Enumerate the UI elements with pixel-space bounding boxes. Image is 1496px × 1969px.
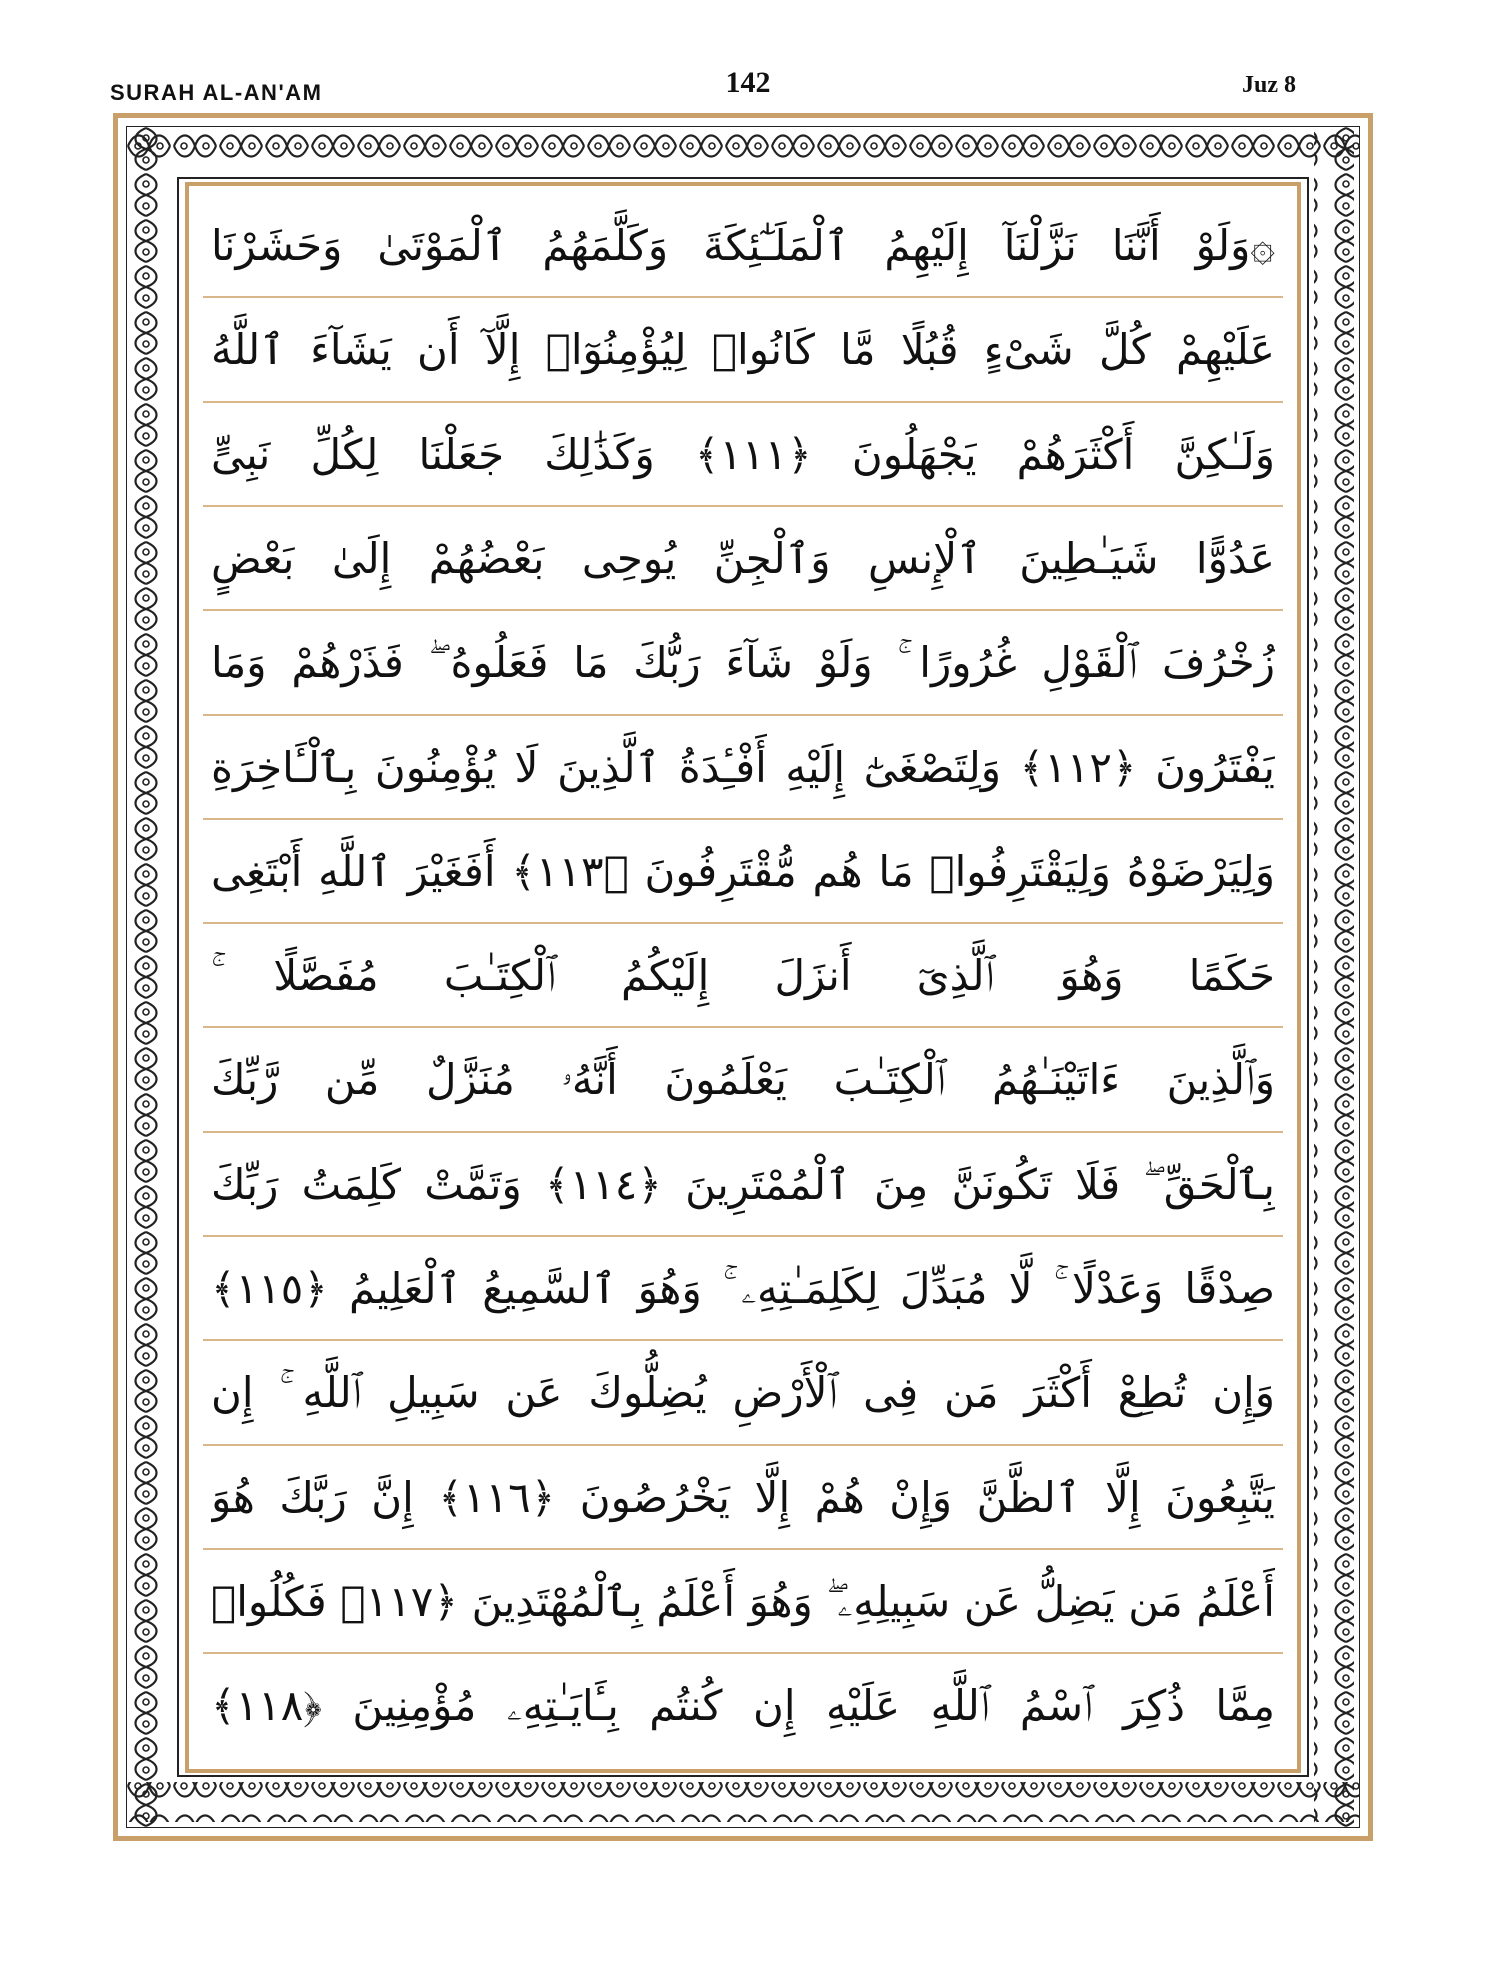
verse-lines [189, 186, 1297, 1769]
verse-line: يَتَّبِعُونَ إِلَّا ٱلظَّنَّ وَإِنْ هُمْ إِلَّا يَخْرُصُونَ ﴿١١٦﴾ إِنَّ رَبَّكَ هُوَ [211, 1472, 1275, 1522]
verse-line: يَفْتَرُونَ ﴿١١٢﴾ وَلِتَصْغَىٰٓ إِلَيْهِ أَفْـِٔدَةُ ٱلَّذِينَ لَا يُؤْمِنُونَ بِٱلْـَٔاخِرَةِ [211, 742, 1275, 792]
verse-line: صِدْقًا وَعَدْلًا ۚ لَّا مُبَدِّلَ لِكَلِمَـٰتِهِۦ ۚ وَهُوَ ٱلسَّمِيعُ ٱلْعَلِيمُ ﴿١١٥﴾ [211, 1264, 1275, 1313]
juz-label: Juz 8 [1242, 72, 1296, 98]
text-panel [185, 182, 1301, 1773]
verse-line: عَدُوًّا شَيَـٰطِينَ ٱلْإِنسِ وَٱلْجِنِّ يُوحِى بَعْضُهُمْ إِلَىٰ بَعْضٍ [211, 533, 1275, 583]
verse-line: زُخْرُفَ ٱلْقَوْلِ غُرُورًا ۚ وَلَوْ شَآءَ رَبُّكَ مَا فَعَلُوهُ ۖ فَذَرْهُمْ وَمَا [211, 638, 1275, 688]
surah-name: SURAH AL-AN'AM [110, 80, 323, 105]
page-border-frame [113, 113, 1373, 1841]
verse-line: أَعْلَمُ مَن يَضِلُّ عَن سَبِيلِهِۦ ۖ وَهُوَ أَعْلَمُ بِٱلْمُهْتَدِينَ ﴿١١٧﴾ فَكُلُوا۟ [211, 1576, 1275, 1626]
verse-line: بِٱلْحَقِّ ۖ فَلَا تَكُونَنَّ مِنَ ٱلْمُمْتَرِينَ ﴿١١٤﴾ وَتَمَّتْ كَلِمَتُ رَبِّكَ [211, 1159, 1275, 1209]
verse-line: مِمَّا ذُكِرَ ٱسْمُ ٱللَّهِ عَلَيْهِ إِن كُنتُم بِـَٔايَـٰتِهِۦ مُؤْمِنِينَ ﴿١١٨﴾ [211, 1681, 1275, 1731]
verse-line: ۞وَلَوْ أَنَّنَا نَزَّلْنَآ إِلَيْهِمُ ٱلْمَلَـٰٓئِكَةَ وَكَلَّمَهُمُ ٱلْمَوْتَىٰ وَحَشَرْنَا [211, 221, 1275, 270]
page-number: 142 [725, 66, 771, 99]
verse-line: وَإِن تُطِعْ أَكْثَرَ مَن فِى ٱلْأَرْضِ يُضِلُّوكَ عَن سَبِيلِ ٱللَّهِ ۚ إِن [211, 1368, 1275, 1418]
verse-line: عَلَيْهِمْ كُلَّ شَىْءٍ قُبُلًا مَّا كَانُوا۟ لِيُؤْمِنُوٓا۟ إِلَّآ أَن يَشَآءَ ٱللَّهُ [211, 325, 1275, 375]
verse-line: حَكَمًا وَهُوَ ٱلَّذِىٓ أَنزَلَ إِلَيْكُمُ ٱلْكِتَـٰبَ مُفَصَّلًا ۚ [211, 951, 1275, 1001]
verse-line: وَلَـٰكِنَّ أَكْثَرَهُمْ يَجْهَلُونَ ﴿١١١﴾ وَكَذَٰلِكَ جَعَلْنَا لِكُلِّ نَبِىٍّ [211, 429, 1275, 479]
verse-line: وَٱلَّذِينَ ءَاتَيْنَـٰهُمُ ٱلْكِتَـٰبَ يَعْلَمُونَ أَنَّهُۥ مُنَزَّلٌ مِّن رَّبِّكَ [211, 1055, 1275, 1105]
verse-line: وَلِيَرْضَوْهُ وَلِيَقْتَرِفُوا۟ مَا هُم مُّقْتَرِفُونَ ﴿١١٣﴾ أَفَغَيْرَ ٱللَّهِ أَبْتَغِى [211, 846, 1275, 896]
